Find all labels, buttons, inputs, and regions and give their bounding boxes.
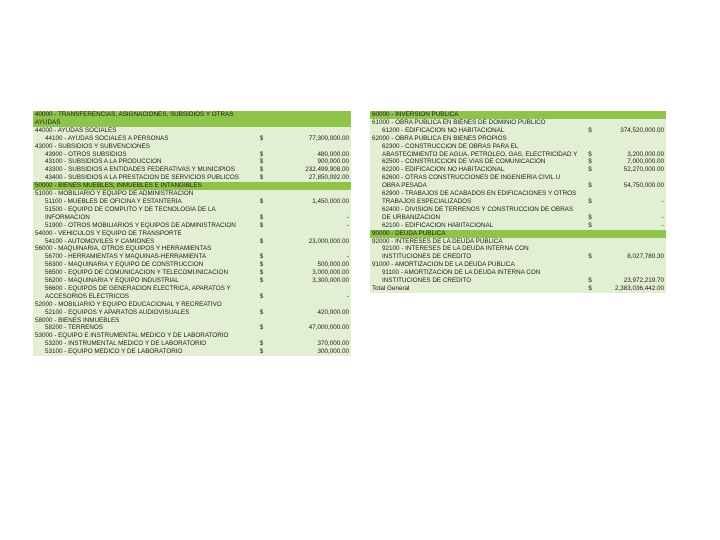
amount-value: 374,520,000.00 xyxy=(598,127,666,135)
account-label: 54000 - VEHÍCULOS Y EQUIPO DE TRANSPORTE xyxy=(33,230,258,238)
account-label: 91000 - AMORTIZACIÓN DE LA DEUDA PÚBLICA xyxy=(370,261,586,269)
account-label: 50000 - BIENES MUEBLES, INMUEBLES E INTANGIBLES xyxy=(33,182,258,190)
account-label: 62500 - CONSTRUCCIÓN DE VÍAS DE COMUNICACIÓN xyxy=(370,158,586,166)
currency-sign: $ xyxy=(586,166,598,174)
budget-row xyxy=(370,190,666,198)
currency-sign xyxy=(586,269,598,277)
account-label: 56300 - MAQUINARIA Y EQUIPO DE CONSTRUCCIÓN xyxy=(33,261,258,269)
amount-value: 3,000,000.00 xyxy=(270,269,351,277)
currency-sign: $ xyxy=(586,198,598,206)
budget-table-right xyxy=(370,111,666,293)
budget-row xyxy=(370,245,666,253)
amount-value xyxy=(270,143,351,151)
account-label: 56500 - EQUIPO DE COMUNICACIÓN Y TELECOMUNICACIÓN xyxy=(33,269,258,277)
account-label: 62000 - OBRA PÚBLICA EN BIENES PROPIOS xyxy=(370,135,586,143)
account-label: 53100 - EQUIPO MÉDICO Y DE LABORATORIO xyxy=(33,348,258,356)
amount-value: 23,000,000.00 xyxy=(270,238,351,246)
currency-sign xyxy=(258,111,271,119)
budget-row xyxy=(370,206,666,214)
currency-sign xyxy=(258,285,271,293)
currency-sign: $ xyxy=(258,214,271,222)
budget-row xyxy=(33,135,351,143)
budget-row xyxy=(33,151,351,159)
currency-sign: $ xyxy=(258,158,271,166)
account-label: 54100 - AUTOMÓVILES Y CAMIONES xyxy=(33,238,258,246)
currency-sign: $ xyxy=(258,238,271,246)
budget-row xyxy=(33,143,351,151)
budget-row xyxy=(33,158,351,166)
budget-row xyxy=(370,222,666,230)
amount-value xyxy=(598,135,666,143)
section-header-row xyxy=(33,182,351,190)
section-header-row xyxy=(33,119,351,127)
currency-sign xyxy=(258,127,271,135)
amount-value: - xyxy=(270,214,351,222)
currency-sign xyxy=(586,238,598,246)
amount-value xyxy=(270,317,351,325)
currency-sign xyxy=(258,317,271,325)
account-label: ABASTECIMIENTO DE AGUA, PETRÓLEO, GAS, ELECTRICIDAD Y xyxy=(370,151,586,159)
budget-row xyxy=(370,182,666,190)
currency-sign: $ xyxy=(586,151,598,159)
budget-row xyxy=(370,166,666,174)
amount-value: - xyxy=(598,198,666,206)
currency-sign xyxy=(586,143,598,151)
budget-row xyxy=(370,127,666,135)
account-label: 62400 - DIVISIÓN DE TERRENOS Y CONSTRUCCIÓN DE OBRAS xyxy=(370,206,586,214)
account-label: 56200 - MAQUINARIA Y EQUIPO INDUSTRIAL xyxy=(33,277,258,285)
account-label: 44100 - AYUDAS SOCIALES A PERSONAS xyxy=(33,135,258,143)
currency-sign xyxy=(258,301,271,309)
budget-row xyxy=(33,174,351,182)
budget-row xyxy=(33,348,351,356)
account-label: 43100 - SUBSIDIOS A LA PRODUCCIÓN xyxy=(33,158,258,166)
amount-value: 2,383,036,442.00 xyxy=(598,285,666,293)
budget-row xyxy=(33,222,351,230)
amount-value: 370,000.00 xyxy=(270,340,351,348)
account-label: 92000 - INTERESES DE LA DEUDA PÚBLICA xyxy=(370,238,586,246)
account-label: AYUDAS xyxy=(33,119,258,127)
amount-value xyxy=(598,261,666,269)
budget-row xyxy=(33,317,351,325)
currency-sign: $ xyxy=(258,135,271,143)
budget-row xyxy=(370,261,666,269)
budget-row xyxy=(33,277,351,285)
amount-value xyxy=(270,332,351,340)
account-label: 51000 - MOBILIARIO Y EQUIPO DE ADMINISTRACIÓN xyxy=(33,190,258,198)
currency-sign: $ xyxy=(258,324,271,332)
currency-sign xyxy=(586,111,598,119)
budget-row xyxy=(33,332,351,340)
currency-sign xyxy=(258,230,271,238)
account-label: 43300 - SUBSIDIOS A ENTIDADES FEDERATIVAS Y MUNICIPIOS xyxy=(33,166,258,174)
amount-value: 27,850,092.00 xyxy=(270,174,351,182)
currency-sign xyxy=(258,119,271,127)
budget-row xyxy=(33,261,351,269)
budget-row xyxy=(370,174,666,182)
budget-row xyxy=(370,143,666,151)
account-label: DE URBANIZACIÓN xyxy=(370,214,586,222)
budget-row xyxy=(370,135,666,143)
amount-value: - xyxy=(270,253,351,261)
account-label: 92100 - INTERESES DE LA DEUDA INTERNA CON xyxy=(370,245,586,253)
currency-sign: $ xyxy=(258,166,271,174)
account-label: 62600 - OTRAS CONSTRUCCIONES DE INGENIERÍA CIVIL U xyxy=(370,174,586,182)
currency-sign: $ xyxy=(258,309,271,317)
account-label: OBRA PESADA xyxy=(370,182,586,190)
amount-value xyxy=(270,119,351,127)
currency-sign xyxy=(258,190,271,198)
amount-value: - xyxy=(270,293,351,301)
amount-value: 300,000.00 xyxy=(270,348,351,356)
budget-row xyxy=(33,190,351,198)
account-label: ACCESORIOS ELÉCTRICOS xyxy=(33,293,258,301)
budget-row xyxy=(33,340,351,348)
budget-row xyxy=(370,277,666,285)
account-label: 52100 - EQUIPOS Y APARATOS AUDIOVISUALES xyxy=(33,309,258,317)
account-label: 58200 - TERRENOS xyxy=(33,324,258,332)
account-label: TRABAJOS ESPECIALIZADOS xyxy=(370,198,586,206)
budget-row xyxy=(33,285,351,293)
currency-sign: $ xyxy=(258,253,271,261)
amount-value: 3,300,000.00 xyxy=(270,277,351,285)
amount-value: 52,270,000.00 xyxy=(598,166,666,174)
budget-row xyxy=(33,166,351,174)
amount-value xyxy=(598,238,666,246)
account-label: 62900 - TRABAJOS DE ACABADOS EN EDIFICACIONES Y OTROS xyxy=(370,190,586,198)
currency-sign xyxy=(258,143,271,151)
budget-row xyxy=(33,269,351,277)
amount-value: 23,972,219.70 xyxy=(598,277,666,285)
account-label: 51100 - MUEBLES DE OFICINA Y ESTANTERÍA xyxy=(33,198,258,206)
account-label: INSTITUCIONES DE CRÉDITO xyxy=(370,277,586,285)
section-header-row xyxy=(33,111,351,119)
budget-row xyxy=(33,214,351,222)
currency-sign: $ xyxy=(258,348,271,356)
account-label: 56000 - MAQUINARIA, OTROS EQUIPOS Y HERRAMIENTAS xyxy=(33,245,258,253)
amount-value: 420,000.00 xyxy=(270,309,351,317)
budget-row xyxy=(33,293,351,301)
currency-sign: $ xyxy=(258,340,271,348)
amount-value xyxy=(270,182,351,190)
budget-row xyxy=(33,198,351,206)
amount-value xyxy=(270,301,351,309)
currency-sign xyxy=(586,230,598,238)
account-label: 43000 - SUBSIDIOS Y SUBVENCIONES xyxy=(33,143,258,151)
amount-value: - xyxy=(598,214,666,222)
amount-value xyxy=(598,245,666,253)
amount-value xyxy=(598,190,666,198)
budget-row xyxy=(370,238,666,246)
account-label: 90000 - DEUDA PÚBLICA xyxy=(370,230,586,238)
budget-row xyxy=(370,285,666,293)
currency-sign xyxy=(586,119,598,127)
account-label: 61000 - OBRA PÚBLICA EN BIENES DE DOMINIO PÚBLICO xyxy=(370,119,586,127)
currency-sign xyxy=(586,261,598,269)
account-label: INFORMACIÓN xyxy=(33,214,258,222)
currency-sign: $ xyxy=(586,182,598,190)
account-label: 44000 - AYUDAS SOCIALES xyxy=(33,127,258,135)
amount-value xyxy=(598,206,666,214)
budget-row xyxy=(33,253,351,261)
amount-value xyxy=(270,111,351,119)
budget-row xyxy=(33,309,351,317)
currency-sign: $ xyxy=(586,222,598,230)
amount-value xyxy=(598,143,666,151)
amount-value: 8,027,780.30 xyxy=(598,253,666,261)
account-label: 56600 - EQUIPOS DE GENERACIÓN ELÉCTRICA, APARATOS Y xyxy=(33,285,258,293)
account-label: 58000 - BIENES INMUEBLES xyxy=(33,317,258,325)
account-label: 51900 - OTROS MOBILIARIOS Y EQUIPOS DE ADMINISTRACIÓN xyxy=(33,222,258,230)
account-label: 43400 - SUBSIDIOS A LA PRESTACIÓN DE SERVICIOS PÚBLICOS xyxy=(33,174,258,182)
budget-row xyxy=(33,206,351,214)
section-header-row xyxy=(370,230,666,238)
amount-value: 54,750,000.00 xyxy=(598,182,666,190)
currency-sign: $ xyxy=(258,269,271,277)
budget-row xyxy=(370,151,666,159)
amount-value xyxy=(270,230,351,238)
amount-value: 3,200,000.00 xyxy=(598,151,666,159)
currency-sign: $ xyxy=(586,158,598,166)
amount-value: 7,000,000.00 xyxy=(598,158,666,166)
account-label: 62200 - EDIFICACIÓN NO HABITACIONAL xyxy=(370,166,586,174)
account-label: 51500 - EQUIPO DE CÓMPUTO Y DE TECNOLOGÍA DE LA xyxy=(33,206,258,214)
account-label: 43900 - OTROS SUBSIDIOS xyxy=(33,151,258,159)
currency-sign: $ xyxy=(258,277,271,285)
currency-sign: $ xyxy=(586,127,598,135)
currency-sign xyxy=(586,174,598,182)
currency-sign xyxy=(586,190,598,198)
account-label: 40000 - TRANSFERENCIAS, ASIGNACIONES, SUBSIDIOS Y OTRAS xyxy=(33,111,258,119)
amount-value: - xyxy=(270,222,351,230)
account-label: 62100 - EDIFICACIÓN HABITACIONAL xyxy=(370,222,586,230)
account-label: Total General xyxy=(370,285,586,293)
account-label: 61200 - EDIFICACIÓN NO HABITACIONAL xyxy=(370,127,586,135)
amount-value xyxy=(598,111,666,119)
amount-value xyxy=(598,230,666,238)
section-header-row xyxy=(370,111,666,119)
budget-row xyxy=(370,214,666,222)
currency-sign xyxy=(258,206,271,214)
account-label: 91100 - AMORTIZACIÓN DE LA DEUDA INTERNA CON xyxy=(370,269,586,277)
currency-sign: $ xyxy=(258,261,271,269)
amount-value xyxy=(270,285,351,293)
amount-value: 900,000.00 xyxy=(270,158,351,166)
account-label: 62300 - CONSTRUCCIÓN DE OBRAS PARA EL xyxy=(370,143,586,151)
budget-row xyxy=(33,238,351,246)
currency-sign xyxy=(586,245,598,253)
budget-row xyxy=(33,324,351,332)
budget-row xyxy=(33,230,351,238)
amount-value xyxy=(598,174,666,182)
account-label: 53000 - EQUIPO E INSTRUMENTAL MÉDICO Y DE LABORATORIO xyxy=(33,332,258,340)
currency-sign: $ xyxy=(586,214,598,222)
budget-row xyxy=(370,269,666,277)
currency-sign: $ xyxy=(258,293,271,301)
currency-sign: $ xyxy=(586,285,598,293)
amount-value xyxy=(270,127,351,135)
budget-row xyxy=(33,245,351,253)
amount-value: 77,300,000.00 xyxy=(270,135,351,143)
currency-sign xyxy=(258,332,271,340)
account-label: 53200 - INSTRUMENTAL MÉDICO Y DE LABORATORIO xyxy=(33,340,258,348)
currency-sign xyxy=(258,182,271,190)
budget-row xyxy=(370,198,666,206)
amount-value xyxy=(270,190,351,198)
currency-sign: $ xyxy=(258,222,271,230)
amount-value: 1,450,000.00 xyxy=(270,198,351,206)
currency-sign: $ xyxy=(258,174,271,182)
account-label: 60000 - INVERSIÓN PÚBLICA xyxy=(370,111,586,119)
amount-value xyxy=(270,245,351,253)
amount-value: 480,000.00 xyxy=(270,151,351,159)
account-label: 52000 - MOBILIARIO Y EQUIPO EDUCACIONAL Y RECREATIVO xyxy=(33,301,258,309)
currency-sign: $ xyxy=(586,277,598,285)
amount-value xyxy=(598,119,666,127)
amount-value: 47,000,000.00 xyxy=(270,324,351,332)
budget-row xyxy=(370,158,666,166)
amount-value xyxy=(598,269,666,277)
budget-row xyxy=(370,119,666,127)
currency-sign: $ xyxy=(258,198,271,206)
amount-value: - xyxy=(598,222,666,230)
amount-value: 500,000.00 xyxy=(270,261,351,269)
budget-row xyxy=(370,253,666,261)
currency-sign xyxy=(258,245,271,253)
budget-row xyxy=(33,301,351,309)
account-label: INSTITUCIONES DE CRÉDITO xyxy=(370,253,586,261)
currency-sign xyxy=(586,206,598,214)
budget-table-left xyxy=(33,111,351,356)
currency-sign: $ xyxy=(258,151,271,159)
amount-value: 232,499,908.00 xyxy=(270,166,351,174)
account-label: 56700 - HERRAMIENTAS Y MÁQUINAS-HERRAMIENTA xyxy=(33,253,258,261)
amount-value xyxy=(270,206,351,214)
currency-sign: $ xyxy=(586,253,598,261)
currency-sign xyxy=(586,135,598,143)
budget-row xyxy=(33,127,351,135)
